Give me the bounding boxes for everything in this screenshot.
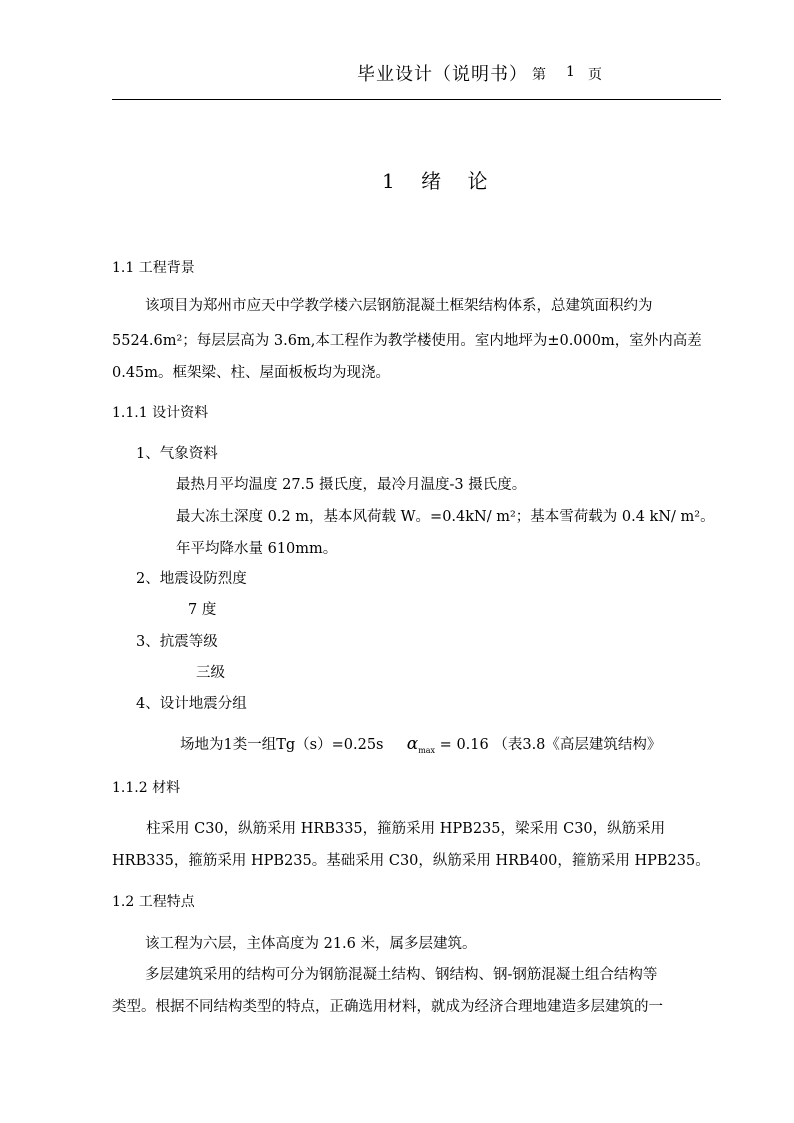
item-4-label: 4、设计地震分组 (136, 696, 247, 712)
header-title: 毕业设计（说明书） (357, 64, 528, 85)
section-1-1-2-para-line-1: 柱采用 C30，纵筋采用 HRB335，箍筋采用 HPB235，梁采用 C30，纵筋采用 (146, 821, 666, 837)
header-page-number: 1 (566, 64, 575, 80)
alpha-value: = 0.16 (435, 737, 489, 753)
header-divider (112, 99, 721, 100)
item-1-line-1: 最热月平均温度 27.5 摄氏度，最冷月温度-3 摄氏度。 (176, 477, 527, 493)
section-1-1-2-title: 1.1.2 材料 (112, 780, 181, 796)
section-1-2-para-line-3: 类型。根据不同结构类型的特点，正确选用材料，就成为经济合理地建造多层建筑的一 (112, 999, 663, 1015)
alpha-symbol: α (406, 734, 419, 754)
alpha-subscript: max (418, 746, 436, 755)
header-page-prefix: 第 (532, 67, 546, 83)
section-1-2-para-line-1: 该工程为六层，主体高度为 21.6 米，属多层建筑。 (145, 936, 477, 952)
section-1-2-para-line-2: 多层建筑采用的结构可分为钢筋混凝土结构、钢结构、钢-钢筋混凝土组合结构等 (145, 967, 658, 983)
section-1-1-title: 1.1 工程背景 (112, 260, 195, 276)
item-1-line-2: 最大冻土深度 0.2 m，基本风荷载 W。=0.4kN/ m²；基本雪荷载为 0.4 kN/ m²。 (176, 509, 715, 525)
item-3-label: 3、抗震等级 (136, 634, 218, 650)
item-4-line-prefix: 场地为1类一组Tg（s）=0.25s (180, 737, 384, 753)
header-page-suffix: 页 (588, 67, 602, 83)
section-1-2-title: 1.2 工程特点 (112, 894, 195, 910)
item-4-line-suffix: （表3.8《高层建筑结构》 (493, 737, 662, 753)
item-2-value: 7 度 (188, 602, 217, 618)
chapter-title: 1 绪 论 (382, 169, 498, 193)
section-1-1-para-line-3: 0.45m。框架梁、柱、屋面板板均为现浇。 (112, 365, 391, 381)
item-1-label: 1、气象资料 (136, 446, 218, 462)
section-1-1-para-line-1: 该项目为郑州市应天中学教学楼六层钢筋混凝土框架结构体系，总建筑面积约为 (145, 298, 653, 314)
item-4-formula-line (180, 733, 661, 754)
item-1-line-3: 年平均降水量 610mm。 (176, 541, 338, 557)
section-1-1-2-para-line-2: HRB335，箍筋采用 HPB235。基础采用 C30，纵筋采用 HRB400，箍筋采用 HPB235。 (112, 853, 710, 869)
item-2-label: 2、地震设防烈度 (136, 571, 247, 587)
section-1-1-para-line-2: 5524.6m²；每层层高为 3.6m,本工程作为教学楼使用。室内地坪为±0.000m，室外内高差 (112, 333, 702, 349)
item-3-value: 三级 (196, 665, 225, 681)
section-1-1-1-title: 1.1.1 设计资料 (112, 405, 209, 421)
